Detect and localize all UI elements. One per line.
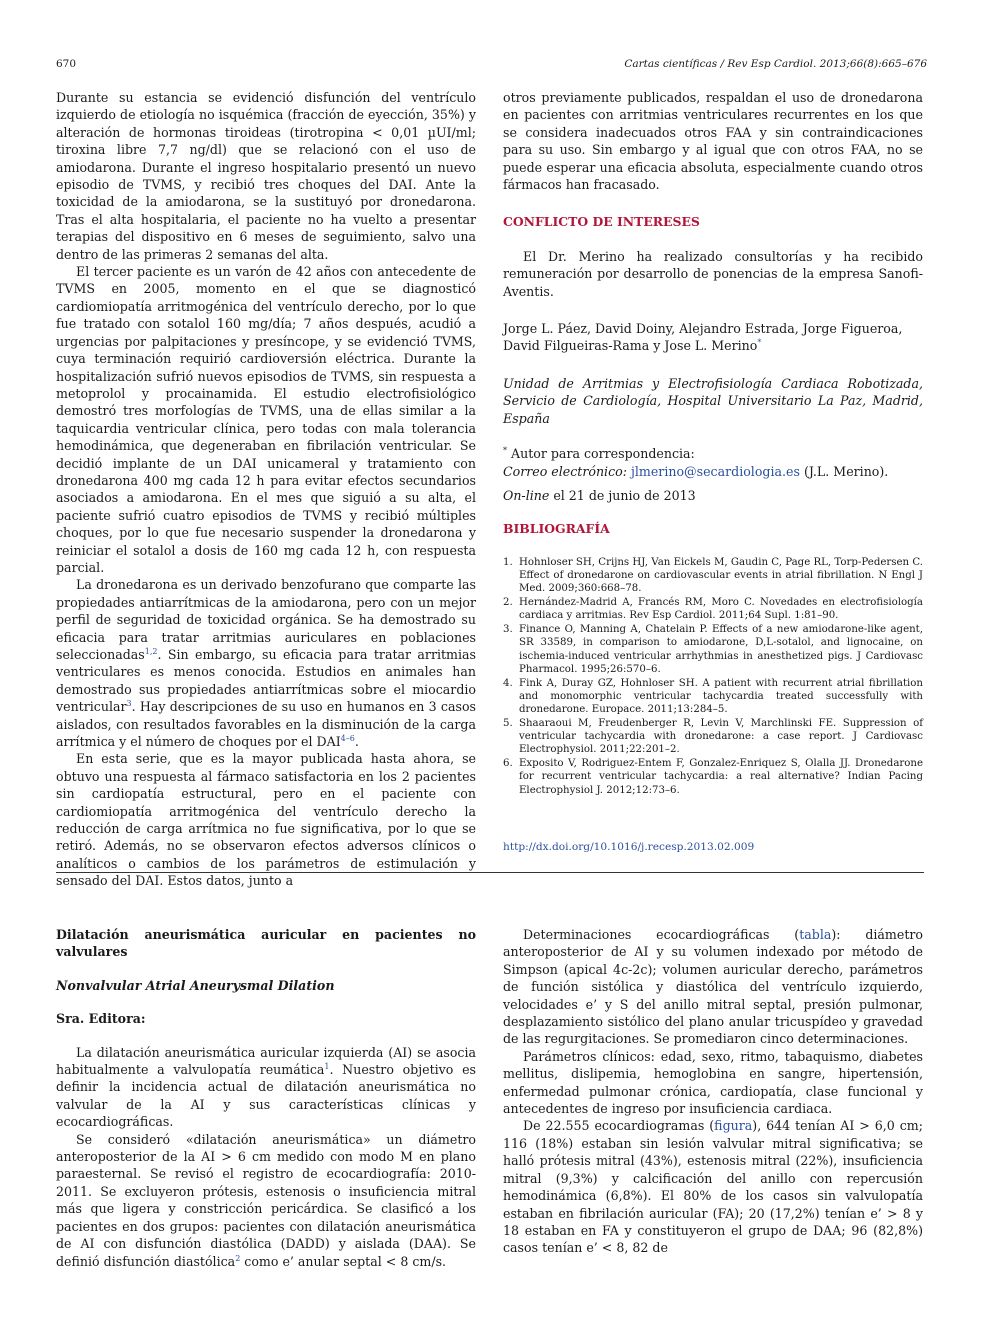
article-column-right-bottom bbox=[503, 926, 923, 1257]
reference-item: 3. Finance O, Manning A, Chatelain P. Effects of a new amiodarone-like agent, SR 33589, in comparison to amiodarone, D,L-sotalol, and lignocaine, on ischemia-induced ventricular arrhythmias in anesthetized pigs. J Cardiovasc Pharmacol. 1995;26:570–6. bbox=[503, 623, 923, 675]
citation-ref[interactable]: 2 bbox=[235, 1253, 241, 1263]
reference-item: 5. Shaaraoui M, Freudenberger R, Levin V, Marchlinski FE. Suppression of ventricular tachycardia with dronedarone: a case report. J Cardiovasc Electrophysiol. 2011;22:201–2. bbox=[503, 717, 923, 756]
page-number: 670 bbox=[56, 58, 77, 70]
citation-ref[interactable]: 3 bbox=[126, 699, 132, 709]
section-heading-conflict: CONFLICTO DE INTERESES bbox=[503, 214, 700, 230]
reference-item: 2. Hernández-Madrid A, Francés RM, Moro C. Novedades en electrofisiología cardiaca y arritmias. Rev Esp Cardiol. 2011;64 Supl. 1:81–90. bbox=[503, 597, 923, 622]
article-subtitle: Nonvalvular Atrial Aneurysmal Dilation bbox=[56, 977, 335, 993]
paragraph: La dilatación aneurismática auricular izquierda (AI) se asocia habitualmente a valvulopatía reumática$^1$. Nuestro objetivo es definir la incidencia actual de dilatación aneurismática no valvular de la AI y sus características clínicas y ecocardiográficas. bbox=[56, 1044, 476, 1130]
author-list: Jorge L. Páez, David Doiny, Alejandro Estrada, Jorge Figueroa, David Filgueiras-Rama y Jose L. Merino* bbox=[503, 321, 903, 354]
article-column-left-top bbox=[56, 89, 476, 890]
reference-item: 1. Hohnloser SH, Crijns HJ, Van Eickels M, Gaudin C, Page RL, Torp-Pedersen C. Effect of dronedarone on cardiovascular events in atrial fibrillation. N Engl J Med. 2009;360:668–78. bbox=[503, 556, 923, 595]
article-column-right-top bbox=[503, 89, 923, 856]
table-link[interactable]: tabla bbox=[799, 927, 832, 942]
running-header bbox=[56, 58, 927, 76]
email-link[interactable]: jlmerino@secardiologia.es bbox=[630, 463, 800, 479]
paragraph: La dronedarona es un derivado benzofurano que comparte las propiedades antiarrítmicas de la amiodarona, pero con un mejor perfil de seguridad de toxicidad orgánica. Se ha demostrado su eficacia para tratar arritmias auriculares en poblaciones seleccionadas$^{1,2}$. Sin embargo, su eficacia para tratar arritmias ventriculares es menos conocida. Estudios en animales han demostrado sus propiedades antiarrítmicas sobre el miocardio ventricular$^3$. Hay descripciones de su uso en humanos en 3 casos aislados, con resultados favorables en la disminución de la carga arrítmica y el número de choques por el DAI$^{4-6}$. bbox=[56, 577, 476, 750]
paragraph: Se consideró «dilatación aneurismática» un diámetro anteroposterior de la AI > 6 cm medido con modo M en plano paraesternal. Se revisó el registro de ecocardiografía: 2010-2011. Se excluyeron prótesis, estenosis o insuficiencia mitral más que ligera y constricción pericárdica. Se clasificó a los pacientes en dos grupos: pacientes con dilatación aneurismática de AI con disfunción diastólica (DADD) y aislada (DAA). Se definió disfunción diastólica$^2$ como e’ anular septal < 8 cm/s. bbox=[56, 1131, 476, 1269]
reference-item: 6. Exposito V, Rodriguez-Entem F, Gonzalez-Enriquez S, Olalla JJ. Dronedarone for recurrent ventricular tachycardia: a real alternative? Indian Pacing Electrophysiol J. 2012;12:73–6. bbox=[503, 758, 923, 796]
citation-ref[interactable]: 1,2 bbox=[144, 646, 158, 656]
paragraph: otros previamente publicados, respaldan el uso de dronedarona en pacientes con arritmias ventriculares recurrentes en los que se considera inadecuados otros FAA y sin contraindicaciones para su uso. Sin embargo y al igual que con otros FAA, no se puede esperar una eficacia absoluta, especialmente cuando otros fármacos han fracasado. bbox=[503, 90, 923, 193]
article-divider bbox=[56, 872, 924, 873]
salutation: Sra. Editora: bbox=[56, 1011, 146, 1027]
journal-citation: Cartas científicas / Rev Esp Cardiol. 2013;66(8):665–676 bbox=[624, 58, 927, 70]
section-heading-bibliography: BIBLIOGRAFÍA bbox=[503, 521, 610, 537]
paragraph: Parámetros clínicos: edad, sexo, ritmo, tabaquismo, diabetes mellitus, dislipemia, hemoglobina en sangre, hipertensión, enfermedad pulmonar crónica, cardiopatía, clase funcional y antecedentes de ingreso por insuficiencia cardiaca. bbox=[503, 1048, 923, 1117]
affiliation: Unidad de Arritmias y Electrofisiología Cardiaca Robotizada, Servicio de Cardiología, Hospital Universitario La Paz, Madrid, España bbox=[503, 375, 923, 426]
correspondence-note: * Autor para correspondencia: bbox=[503, 445, 695, 462]
doi-link[interactable]: http://dx.doi.org/10.1016/j.recesp.2013.02.009 bbox=[503, 841, 755, 854]
corresponding-mark[interactable]: * bbox=[757, 338, 762, 348]
figure-link[interactable]: figura bbox=[714, 1118, 753, 1134]
paragraph: El tercer paciente es un varón de 42 años con antecedente de TVMS en 2005, momento en el que se diagnosticó cardiomiopatía arritmogénica del ventrículo derecho, por lo que fue tratado con sotalol 160 mg/día; 7 años después, acudió a urgencias por palpitaciones y presíncope, y se evidenció TVMS, cuya terminación requirió cardioversión eléctrica. Durante la hospitalización sufrió nuevos episodios de TVMS, sin respuesta a metoprolol y procainamida. El estudio electrofisiológico demostró tres morfologías de TVMS, una de ellas similar a la taquicardia ventricular clínica, pero todas con mala tolerancia hemodinámica, que degeneraban en fibrilación ventricular. Se decidió implante de un DAI unicameral y tratamiento con dronedarona 400 mg cada 12 h para evitar efectos secundarios asociados a amiodarona. En el mes que siguió a su alta, el paciente sufrió cuatro episodios de TVMS y recibió múltiples choques, por lo que fue necesario suspender la dronedarona y reiniciar el sotalol a dosis de 160 mg cada 12 h, con respuesta parcial. bbox=[56, 264, 476, 575]
citation-ref[interactable]: 4–6 bbox=[340, 733, 355, 743]
paragraph: Determinaciones ecocardiográficas (tabla): diámetro anteroposterior de AI y su volumen indexado por método de Simpson (apical 4c-2c); volumen auricular derecho, parámetros de función sistólica y diastólica del ventrículo izquierdo, velocidades e’ y S del anillo mitral septal, presión pulmonar, desplazamiento sistólico del plano anular tricuspídeo y gravedad de las regurgitaciones. Se promediaron cinco determinaciones. bbox=[503, 927, 923, 1047]
paragraph: En esta serie, que es la mayor publicada hasta ahora, se obtuvo una respuesta al fármaco satisfactoria en los 2 pacientes sin cardiopatía estructural, pero en el paciente con cardiomiopatía arritmogénica del ventrículo derecho la reducción de carga arrítmica no fue significativa, por lo que se retiró. Además, no se observaron efectos adversos clínicos o analíticos o cambios de los parámetros de estimulación y sensado del DAI. Estos datos, junto a bbox=[56, 751, 476, 889]
paragraph: De 22.555 ecocardiogramas (figura), 644 tenían AI > 6,0 cm; 116 (18%) estaban sin lesión valvular mitral significativa; se halló prótesis mitral (43%), estenosis mitral (22%), insuficiencia mitral (9,3%) y calcificación del anillo con repercusión hemodinámica (6,8%). El 80% de los casos sin valvulopatía estaban en fibrilación auricular (FA); 20 (17,2%) tenían e’ > 8 y 18 estaban en FA y constituyeron el grupo de DAA; 96 (82,8%) casos tenían e’ < 8, 82 de bbox=[503, 1118, 923, 1256]
citation-ref[interactable]: 1 bbox=[324, 1061, 330, 1071]
paragraph: Durante su estancia se evidenció disfunción del ventrículo izquierdo de etiología no isquémica (fracción de eyección, 35%) y alteración de hormonas tiroideas (tirotropina < 0,01 µUI/ml; tiroxina libre 7,7 ng/dl) que se relacionó con el uso de amiodarona. Durante el ingreso hospitalario presentó un nuevo episodio de TVMS, y recibió tres choques del DAI. Ante la toxicidad de la amiodarona, se la sustituyó por dronedarona. Tras el alta hospitalaria, el paciente no ha vuelto a presentar terapias del dispositivo en 6 meses de seguimiento, salvo una dentro de las primeras 2 semanas del alta. bbox=[56, 90, 476, 262]
online-date: On-line el 21 de junio de 2013 bbox=[503, 487, 696, 503]
email-line: Correo electrónico: jlmerino@secardiologia.es (J.L. Merino). bbox=[503, 463, 889, 479]
conflict-text: El Dr. Merino ha realizado consultorías y ha recibido remuneración por desarrollo de ponencias de la empresa Sanofi-Aventis. bbox=[503, 248, 923, 299]
article-title: Dilatación aneurismática auricular en pacientes no valvulares bbox=[56, 927, 476, 960]
article-column-left-bottom bbox=[56, 926, 476, 1270]
reference-item: 4. Fink A, Duray GZ, Hohnloser SH. A patient with recurrent atrial fibrillation and monomorphic ventricular tachycardia treated successfully with dronedarone. Europace. 2011;13:284–5. bbox=[503, 677, 923, 716]
reference-list bbox=[503, 556, 923, 797]
